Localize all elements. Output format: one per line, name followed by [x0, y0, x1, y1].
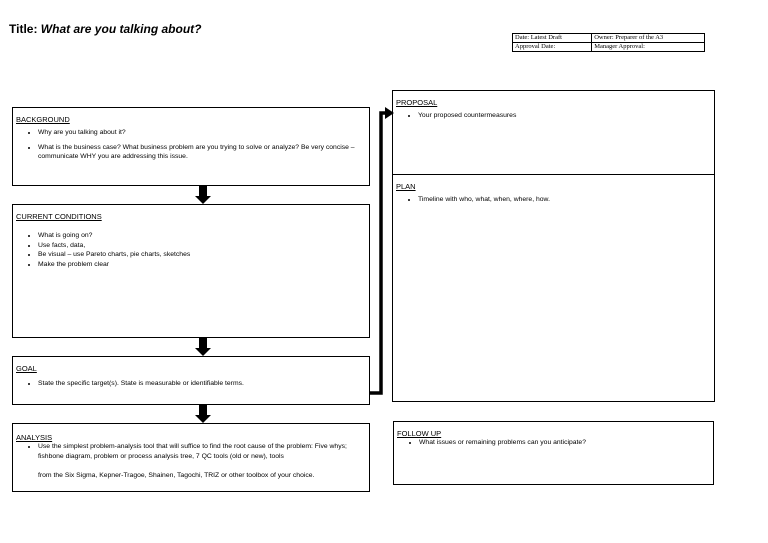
plan-heading: PLAN: [396, 182, 416, 191]
list-item: • Use facts, data,: [38, 241, 369, 251]
analysis-line-2: from the Six Sigma, Kepner-Tragoe, Shainen, Tagochi, TRIZ or other toolbox of your choice.: [38, 472, 315, 479]
background-heading: BACKGROUND: [16, 115, 70, 124]
manager-approval-cell: Manager Approval:: [592, 43, 705, 52]
background-section: [12, 107, 370, 186]
analysis-list: [13, 442, 369, 481]
owner-cell: Owner: Preparer of the A3: [592, 34, 705, 43]
arrow-background-to-conditions: [194, 186, 212, 204]
follow-up-list: [394, 438, 713, 448]
follow-up-section: [393, 421, 714, 485]
current-conditions-heading: CURRENT CONDITIONS: [16, 212, 102, 221]
list-item: • State the specific target(s). State is measurable or identifiable terms.: [38, 379, 369, 389]
date-cell: Date: Latest Draft: [513, 34, 592, 43]
proposal-list: [393, 111, 714, 121]
arrow-left-to-proposal: [368, 104, 396, 396]
background-list: [13, 128, 369, 162]
arrow-goal-to-analysis: [194, 405, 212, 423]
approval-table: [512, 33, 705, 52]
title-value: What are you talking about?: [40, 22, 202, 36]
goal-section: [12, 356, 370, 405]
analysis-section: [12, 423, 370, 492]
list-item: • Timeline with who, what, when, where, how.: [418, 195, 714, 205]
list-item: • What issues or remaining problems can you anticipate?: [419, 438, 713, 448]
goal-heading: GOAL: [16, 364, 37, 373]
list-item: • Your proposed countermeasures: [418, 111, 714, 121]
plan-section: [392, 174, 715, 402]
title-label: Title:: [9, 22, 38, 36]
list-item: • Be visual – use Pareto charts, pie charts, sketches: [38, 250, 369, 260]
proposal-section: [392, 90, 715, 176]
list-item: • What is the business case? What business problem are you trying to solve or analyze? Be very concise – communicate WHY you are addressing this issue.: [38, 143, 369, 162]
analysis-line-1: Use the simplest problem-analysis tool that will suffice to find the root cause of the problem: Five whys; fishbone diagram, problem or process analysis tree, 7 QC tools (old or new), tools: [38, 443, 347, 460]
list-item: • Make the problem clear: [38, 260, 369, 270]
plan-list: [393, 195, 714, 205]
current-conditions-section: [12, 204, 370, 338]
list-item: • What is going on?: [38, 231, 369, 241]
follow-up-heading: FOLLOW UP: [397, 429, 442, 438]
goal-list: [13, 379, 369, 389]
approval-date-cell: Approval Date:: [513, 43, 592, 52]
current-conditions-list: [13, 231, 369, 269]
list-item: • Why are you talking about it?: [38, 128, 369, 138]
proposal-heading: PROPOSAL: [396, 98, 438, 107]
list-item: [38, 442, 369, 481]
arrow-conditions-to-goal: [194, 338, 212, 356]
analysis-heading: ANALYSIS: [16, 433, 53, 442]
document-title: [9, 22, 201, 36]
